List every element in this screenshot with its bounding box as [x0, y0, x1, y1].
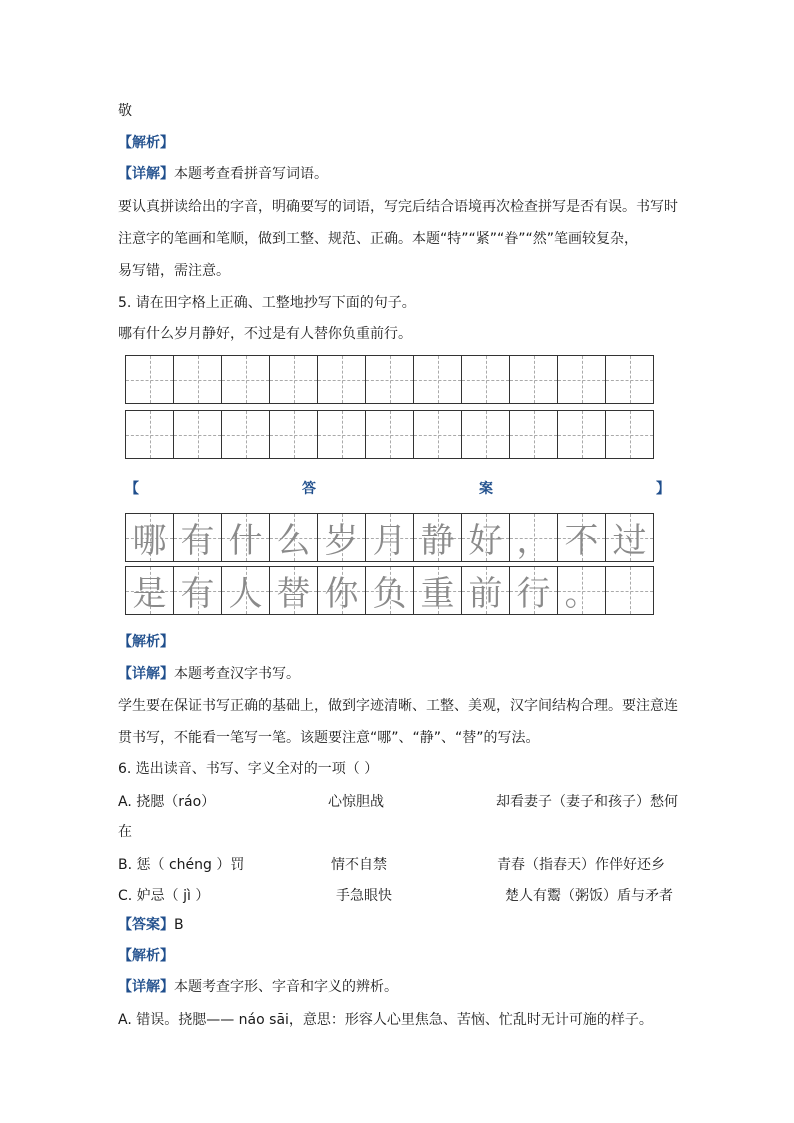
answer-header: [125, 478, 670, 498]
detail-line-1: [118, 164, 328, 184]
answer-value: B: [174, 917, 184, 933]
answer-bracket-right: 】: [656, 481, 670, 497]
answer-glyph: 好: [468, 521, 503, 561]
analysis3-label: 【解析】: [118, 948, 174, 964]
option-a-word: 心惊胆战: [328, 794, 384, 810]
para1-line1: 要认真拼读给出的字音，明确要写的词语，写完后结合语境再次检查拼写是否有误。书写时: [118, 199, 678, 215]
answer-cell: [365, 513, 414, 562]
option-b-phrase: 青春（指春天）作伴好还乡: [497, 857, 665, 873]
option-a-cont: 在: [118, 824, 132, 840]
answer-glyph: 月: [372, 521, 407, 561]
detail-line-2: [118, 664, 300, 684]
q5-sentence: 哪有什么岁月静好，不过是有人替你负重前行。: [118, 326, 412, 342]
option-c-label: C. 妒忌（ jì ）: [118, 888, 210, 904]
para2-line2: 贯书写，不能看一笔写一笔。该题要注意“哪”、“静”、“替”的写法。: [118, 730, 540, 746]
para1-line3: 易写错，需注意。: [118, 263, 230, 279]
grid-cell[interactable]: [317, 410, 366, 459]
option-a-label: A. 挠腮（ráo）: [118, 794, 216, 810]
answer-glyph: 是: [132, 574, 167, 614]
answer-cell: [461, 513, 510, 562]
grid-cell[interactable]: [365, 355, 414, 404]
answer-glyph: 重: [420, 574, 455, 614]
detail-tag: 【详解】: [118, 666, 174, 682]
answer-glyph: 么: [276, 521, 311, 561]
answer-cell: [269, 513, 318, 562]
q6-title: 6. 选出读音、书写、字义全对的一项（ ）: [118, 761, 379, 777]
grid-cell[interactable]: [269, 355, 318, 404]
para2-line1: 学生要在保证书写正确的基础上，做到字迹清晰、工整、美观，汉字间结构合理。要注意连: [118, 698, 678, 714]
grid-cell[interactable]: [125, 355, 174, 404]
answer-cell: [221, 513, 270, 562]
analysis-label: 【解析】: [118, 135, 174, 151]
answer-bracket-left: 【: [125, 481, 139, 497]
answer-cell: [173, 566, 222, 615]
answer-glyph: 。: [564, 574, 599, 614]
grid-cell[interactable]: [221, 355, 270, 404]
answer-tag: 【答案】: [118, 917, 174, 933]
answer-cell: [413, 513, 462, 562]
top-char: 敬: [118, 103, 132, 119]
analysis2-label: 【解析】: [118, 634, 174, 650]
answer-line-3: [118, 915, 184, 935]
blank-grid-row-1[interactable]: [125, 355, 653, 404]
grid-cell[interactable]: [509, 410, 558, 459]
option-c-phrase: 楚人有鬻（粥饭）盾与矛者: [505, 888, 673, 904]
answer-glyph: 静: [420, 521, 455, 561]
answer-cell: [605, 566, 654, 615]
grid-cell[interactable]: [461, 355, 510, 404]
answer-cell: [413, 566, 462, 615]
grid-cell[interactable]: [509, 355, 558, 404]
answer-cell: [557, 566, 606, 615]
answer-glyph: 负: [372, 574, 407, 614]
grid-cell[interactable]: [605, 410, 654, 459]
grid-cell[interactable]: [173, 410, 222, 459]
grid-cell[interactable]: [269, 410, 318, 459]
answer-cell: [509, 513, 558, 562]
option-c-word: 手急眼快: [336, 888, 392, 904]
para1-line2: 注意字的笔画和笔顺，做到工整、规范、正确。本题“特”“紧”“眷”“然”笔画较复杂，: [118, 231, 639, 247]
answer-glyph: 行: [516, 574, 551, 614]
q5-title: 5. 请在田字格上正确、工整地抄写下面的句子。: [118, 295, 416, 311]
grid-cell[interactable]: [557, 410, 606, 459]
answer-cell: [365, 566, 414, 615]
answer-cell: [605, 513, 654, 562]
detail-tag: 【详解】: [118, 166, 174, 182]
answer-cell: [173, 513, 222, 562]
answer-cell: [557, 513, 606, 562]
answer-glyph: ，: [516, 521, 551, 561]
answer-cell: [221, 566, 270, 615]
answer-cell: [317, 513, 366, 562]
grid-cell[interactable]: [461, 410, 510, 459]
last-line: A. 错误。挠腮—— náo sāi，意思：形容人心里焦急、苦恼、忙乱时无计可施的样子。: [118, 1012, 653, 1028]
answer-glyph: 你: [324, 574, 359, 614]
detail-tag: 【详解】: [118, 979, 174, 995]
answer-glyph: 哪: [132, 521, 167, 561]
answer-glyph: 什: [228, 521, 263, 561]
answer-char-1: 答: [302, 481, 316, 497]
answer-cell: [125, 566, 174, 615]
grid-cell[interactable]: [413, 410, 462, 459]
answer-grid-row-1: [125, 513, 653, 562]
grid-cell[interactable]: [317, 355, 366, 404]
grid-cell[interactable]: [605, 355, 654, 404]
answer-cell: [509, 566, 558, 615]
answer-glyph: 有: [180, 574, 215, 614]
detail-text: 本题考查字形、字音和字义的辨析。: [174, 979, 398, 995]
grid-cell[interactable]: [413, 355, 462, 404]
option-b-label: B. 惩（ chéng ）罚: [118, 857, 245, 873]
answer-glyph: 前: [468, 574, 503, 614]
grid-cell[interactable]: [365, 410, 414, 459]
answer-glyph: 替: [276, 574, 311, 614]
answer-cell: [125, 513, 174, 562]
answer-cell: [317, 566, 366, 615]
detail-text: 本题考查看拼音写词语。: [174, 166, 328, 182]
answer-cell: [269, 566, 318, 615]
detail-text: 本题考查汉字书写。: [174, 666, 300, 682]
blank-grid-row-2[interactable]: [125, 410, 653, 459]
answer-glyph: 人: [228, 574, 263, 614]
answer-glyph: 过: [612, 521, 647, 561]
answer-glyph: 不: [564, 521, 599, 561]
answer-cell: [461, 566, 510, 615]
grid-cell[interactable]: [125, 410, 174, 459]
answer-glyph: 岁: [324, 521, 359, 561]
detail-line-3: [118, 977, 398, 997]
answer-char-2: 案: [479, 481, 493, 497]
answer-glyph: [606, 567, 653, 614]
answer-glyph: 有: [180, 521, 215, 561]
grid-cell[interactable]: [221, 410, 270, 459]
option-a-phrase: 却看妻子（妻子和孩子）愁何: [496, 794, 678, 810]
answer-grid-row-2: [125, 566, 653, 615]
grid-cell[interactable]: [557, 355, 606, 404]
grid-cell[interactable]: [173, 355, 222, 404]
option-b-word: 情不自禁: [331, 857, 387, 873]
